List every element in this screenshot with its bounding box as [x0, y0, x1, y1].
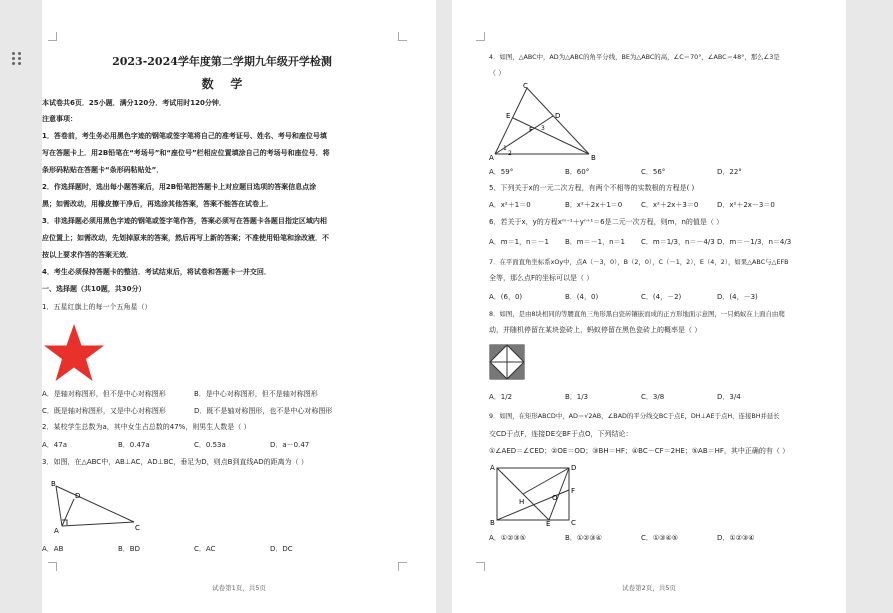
q1-option-d[interactable]: D．既不是轴对称图形，也不是中心对称图形	[194, 407, 333, 415]
vertex-label: C	[135, 524, 140, 532]
document-page-1	[42, 0, 436, 613]
question-1-stem: 1．五星红旗上的每一个五角星（）	[42, 303, 152, 311]
q5-option-c[interactable]: C．x²＋2x＋3＝0	[641, 201, 699, 209]
margin-mark	[48, 32, 57, 41]
q3-option-c[interactable]: C．AC	[194, 545, 216, 553]
q9-option-a[interactable]: A．①②③⑤	[489, 534, 526, 542]
red-star-figure	[42, 322, 106, 384]
star-shape	[44, 324, 104, 381]
line-bf	[497, 490, 569, 520]
q8-option-c[interactable]: C．3/8	[641, 393, 665, 401]
side-ac	[62, 522, 134, 526]
question-7-stem: 7．在平面直角坐标系xOy中，点A（－3，0），B（2，0），C（－1，2），E（4，2），如果△ABC与△EFB	[489, 258, 789, 266]
line-dh	[523, 468, 569, 494]
vertex-label: D	[571, 464, 577, 472]
question-7-stem-cont: 全等，那么点F的坐标可以是（ ）	[489, 274, 594, 282]
q5-option-d[interactable]: D．x²＋2x－3＝0	[717, 201, 775, 209]
q8-option-b[interactable]: B．1/3	[565, 393, 589, 401]
vertex-label: E	[506, 112, 511, 120]
margin-mark	[48, 562, 57, 571]
page-footer: 试卷第2页，共5页	[622, 584, 676, 592]
q6-option-d[interactable]: D．m＝－1/3，n＝4/3	[717, 238, 792, 246]
q2-option-c[interactable]: C．0.53a	[194, 441, 226, 449]
vertex-label: F	[571, 487, 576, 495]
tile-square-figure	[489, 344, 525, 380]
note-line: 4．考生必须保持答题卡的整洁．考试结束后，将试卷和答题卡一并交回．	[42, 268, 271, 276]
angle-label: 2	[508, 150, 512, 157]
vertex-label: A	[54, 527, 59, 534]
note-line: 按以上要求作答的答案无效．	[42, 251, 133, 259]
question-9-conclusions: ①∠AED＝∠CED；②OE＝OD；③BH＝HF；④BC－CF＝2HE；⑤AB＝HF，其中正确的有（ ）	[489, 447, 790, 455]
question-2-stem: 2．某校学生总数为a，其中女生占总数的47%，则男生人数是（ ）	[42, 423, 251, 431]
vertex-label: H	[519, 498, 525, 506]
q1-option-c[interactable]: C．既是轴对称图形，又是中心对称图形	[42, 407, 166, 415]
q4-option-a[interactable]: A．59°	[489, 168, 514, 176]
q9-option-c[interactable]: C．①③④⑤	[641, 534, 678, 542]
note-line: 3．非选择题必须用黑色字迹的钢笔或签字笔作答，答案必须写在答题卡各题目指定区域内相	[42, 217, 327, 225]
margin-mark	[476, 562, 485, 571]
question-4-stem-cont: （ ）	[489, 69, 506, 77]
q4-option-d[interactable]: D．22°	[717, 168, 742, 176]
q2-option-b[interactable]: B．0.47a	[118, 441, 150, 449]
vertex-label: C	[523, 82, 528, 90]
vertex-label: D	[555, 112, 561, 120]
q3-option-b[interactable]: B．BD	[118, 545, 140, 553]
angle-label: 3	[541, 125, 545, 132]
note-line: 应位置上；如需改动，先划掉原来的答案，然后再写上新的答案；不准使用铅笔和涂改液．不	[42, 234, 329, 242]
note-line: 黑；如需改动，用橡皮擦干净后，再选涂其他答案，答案不能答在试卷上．	[42, 200, 273, 208]
subject-title: 数 学	[201, 77, 243, 91]
q1-option-b[interactable]: B．是中心对称图形，但不是轴对称图形	[194, 390, 318, 398]
vertex-label: B	[591, 154, 596, 162]
section-heading: 一、选择题（共10题，共30分）	[42, 285, 146, 293]
q2-option-d[interactable]: D．a－0.47	[270, 441, 310, 449]
vertex-label: B	[490, 519, 495, 526]
q1-option-a[interactable]: A．是轴对称图形，但不是中心对称图形	[42, 390, 166, 398]
q2-option-a[interactable]: A．47a	[42, 441, 67, 449]
question-9-stem-cont: 交CD于点F，连接DE交BF于点O，下列结论：	[489, 430, 633, 438]
page-footer: 试卷第1页，共5页	[212, 584, 266, 592]
vertex-label: A	[490, 464, 495, 472]
angle-label: 1	[503, 145, 507, 152]
margin-mark	[398, 562, 407, 571]
margin-mark	[398, 32, 407, 41]
side-bc	[56, 486, 134, 522]
vertex-label: C	[571, 519, 576, 526]
q7-option-b[interactable]: B．(4，0)	[565, 293, 599, 301]
triangle-figure-q4	[489, 80, 609, 162]
question-6-stem: 6．若关于x，y的方程xᵐ⁻¹＋yⁿ⁺¹＝6是二元一次方程，则m，n的值是（ ）	[489, 218, 724, 226]
q7-option-d[interactable]: D．(4，－3)	[717, 293, 758, 301]
q5-option-a[interactable]: A．x²＋1＝0	[489, 201, 531, 209]
q6-option-c[interactable]: C．m＝1/3，n＝－4/3	[641, 238, 715, 246]
question-8-stem: 8．如图，是由8块相同的等腰直角三角形黑白瓷砖镶嵌而成的正方形地面示意图，一只蚂蚁在上面自由爬	[489, 310, 785, 318]
q9-option-d[interactable]: D．①②③④	[717, 534, 755, 542]
altitude-be	[513, 118, 589, 154]
q9-option-b[interactable]: B．①②③④	[565, 534, 602, 542]
q4-option-b[interactable]: B．60°	[565, 168, 590, 176]
note-line: 1．答卷前，考生务必用黑色字迹的钢笔或签字笔将自己的准考证号、姓名、考号和座位号填	[42, 132, 327, 140]
vertex-label: F	[529, 126, 534, 134]
rectangle-figure-q9	[489, 462, 579, 526]
bisector-ae	[497, 468, 549, 520]
vertex-label: O	[552, 494, 558, 502]
question-4-stem: 4．如图，△ABC中，AD为△ABC的角平分线，BE为△ABC的高，∠C＝70°，∠ABC＝48°，那么∠3是	[489, 53, 780, 61]
vertex-label: B	[51, 480, 56, 488]
notes-heading: 注意事项：	[42, 115, 77, 123]
vertex-label: A	[489, 154, 494, 162]
q4-option-c[interactable]: C．56°	[641, 168, 666, 176]
q7-option-a[interactable]: A．(6，0)	[489, 293, 523, 301]
q8-option-d[interactable]: D．3/4	[717, 393, 741, 401]
triangle-figure-q3	[42, 478, 142, 534]
note-line: 2．作选择题时，选出每小题答案后，用2B铅笔把答题卡上对应题目选项的答案信息点涂	[42, 183, 317, 191]
question-5-stem: 5．下列关于x的一元二次方程，有两个不相等的实数根的方程是( )	[489, 184, 695, 192]
q3-option-d[interactable]: D．DC	[270, 545, 293, 553]
note-line: 条形码粘贴在答题卡“条形码粘贴处”．	[42, 166, 164, 174]
altitude-ad	[62, 499, 74, 526]
exam-title: 2023-2024学年度第二学期九年级开学检测	[112, 55, 332, 68]
question-3-stem: 3．如图，在△ABC中，AB⊥AC，AD⊥BC，垂足为D，则点B到直线AD的距离为（ ）	[42, 458, 308, 466]
vertex-label: D	[75, 492, 81, 500]
note-line: 写在答题卡上．用2B铅笔在“考场号”和“座位号”栏相应位置填涂自己的考场号和座位号．将	[42, 149, 330, 157]
q6-option-a[interactable]: A．m＝1，n＝－1	[489, 238, 549, 246]
q5-option-b[interactable]: B．x²＋2x＋1＝0	[565, 201, 623, 209]
q7-option-c[interactable]: C．(4，－2)	[641, 293, 682, 301]
side-bc	[527, 88, 589, 154]
vertex-label: E	[546, 520, 551, 526]
margin-mark	[476, 32, 485, 41]
q3-option-a[interactable]: A．AB	[42, 545, 64, 553]
question-8-stem-cont: 动，并随机停留在某块瓷砖上，蚂蚁停留在黑色瓷砖上的概率是（ ）	[489, 326, 702, 334]
question-9-stem: 9．如图，在矩形ABCD中，AD＝√2AB，∠BAD的平分线交BC于点E，DH⊥AE于点H，连接BH并延长	[489, 412, 780, 420]
q8-option-a[interactable]: A．1/2	[489, 393, 513, 401]
exam-info: 本试卷共6页．25小题．满分120分．考试用时120分钟．	[42, 99, 226, 107]
q6-option-b[interactable]: B．m＝－1，n＝1	[565, 238, 625, 246]
document-page-2	[452, 0, 846, 613]
drag-handle-icon[interactable]	[12, 52, 24, 66]
side-ab	[56, 486, 62, 526]
